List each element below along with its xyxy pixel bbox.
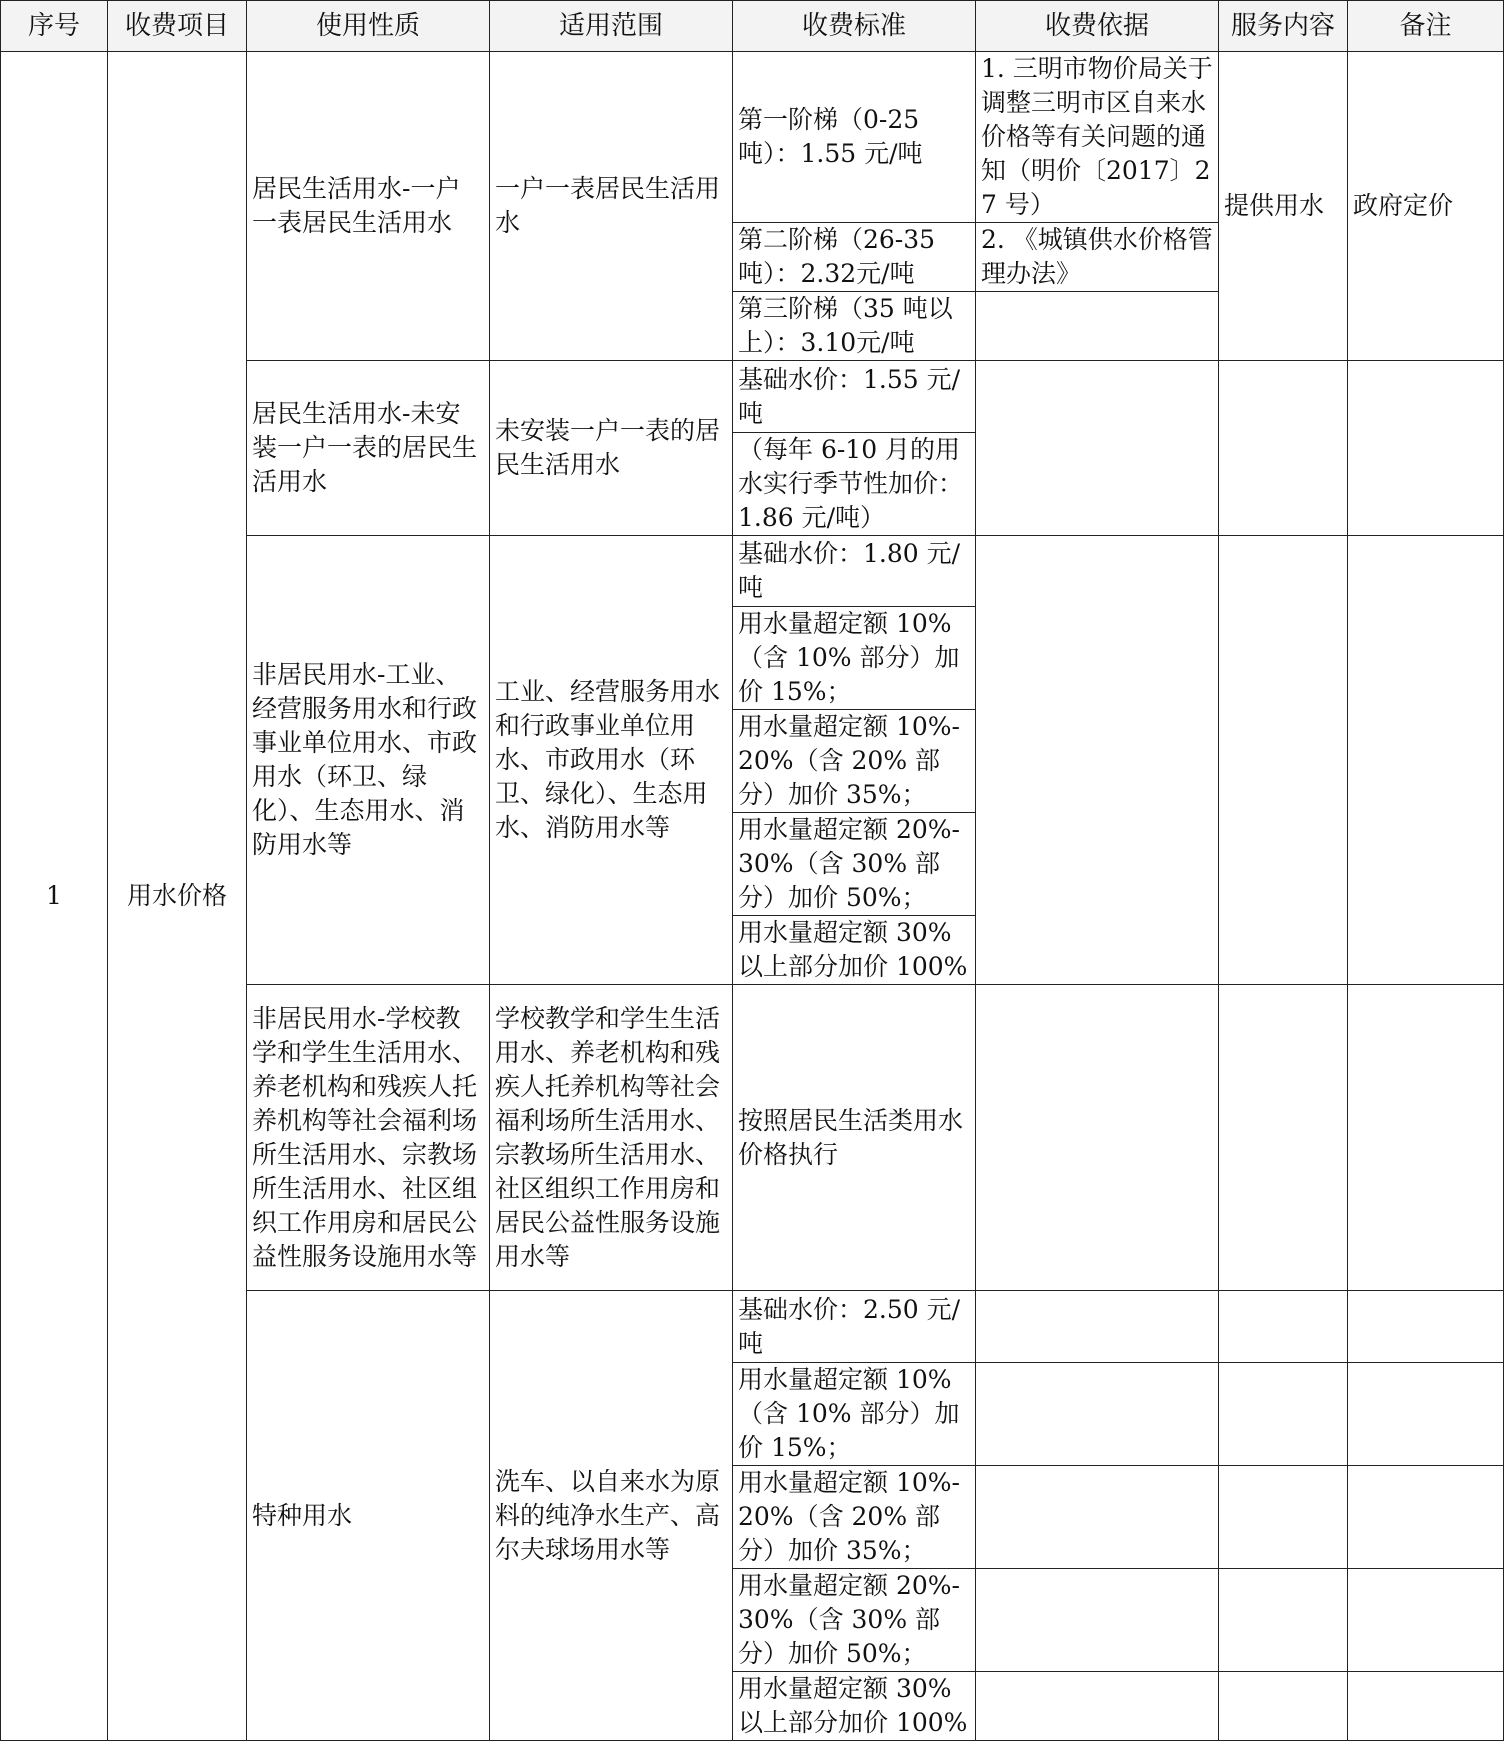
fee-standard: 用水量超定额 30% 以上部分加价 100% [733,916,976,985]
item-number: 1 [1,52,108,1741]
empty-cell [1348,1363,1504,1466]
fee-standard: 第三阶梯（35 吨以上）：3.10元/吨 [733,292,976,361]
fee-standard: 用水量超定额 10%-20%（含 20% 部分）加价 35%； [733,710,976,813]
header-standard: 收费标准 [733,1,976,52]
empty-cell [1219,1363,1348,1466]
empty-cell [976,1569,1219,1672]
header-item: 收费项目 [108,1,247,52]
empty-cell [1219,1672,1348,1741]
table-row [1,52,1504,223]
empty-cell [1348,536,1504,985]
service-content: 提供用水 [1219,52,1348,361]
empty-cell [1348,1672,1504,1741]
item-name: 用水价格 [108,52,247,1741]
applicable-scope: 工业、经营服务用水和行政事业单位用水、市政用水（环卫、绿化）、生态用水、消防用水等 [490,536,733,985]
remark: 政府定价 [1348,52,1504,361]
empty-cell [1348,1569,1504,1672]
usage-nature: 居民生活用水-未安装一户一表的居民生活用水 [247,361,490,536]
empty-cell [976,292,1219,361]
empty-cell [976,985,1219,1291]
usage-nature: 居民生活用水-一户一表居民生活用水 [247,52,490,361]
empty-cell [1348,985,1504,1291]
usage-nature: 非居民用水-工业、经营服务用水和行政事业单位用水、市政用水（环卫、绿化）、生态用水、消防用水等 [247,536,490,985]
fee-standard: 用水量超定额 10%（含 10% 部分）加价 15%； [733,607,976,710]
applicable-scope: 未安装一户一表的居民生活用水 [490,361,733,536]
usage-nature: 非居民用水-学校教学和学生生活用水、养老机构和残疾人托养机构等社会福利场所生活用水、宗教场所生活用水、社区组织工作用房和居民公益性服务设施用水等 [247,985,490,1291]
empty-cell [1219,1466,1348,1569]
fee-standard: 第一阶梯（0-25 吨）：1.55 元/吨 [733,52,976,223]
empty-cell [1219,536,1348,985]
fee-standard: 用水量超定额 10%（含 10% 部分）加价 15%； [733,1363,976,1466]
header-row [1,1,1504,52]
applicable-scope: 一户一表居民生活用水 [490,52,733,361]
empty-cell [1219,985,1348,1291]
fee-basis: 1. 三明市物价局关于调整三明市区自来水价格等有关问题的通知（明价〔2017〕27 号） [976,52,1219,223]
empty-cell [1348,1466,1504,1569]
fee-standard: 按照居民生活类用水价格执行 [733,985,976,1291]
empty-cell [1219,1291,1348,1363]
usage-nature: 特种用水 [247,1291,490,1741]
empty-cell [976,1291,1219,1363]
fee-standard: 用水量超定额 10%-20%（含 20% 部分）加价 35%； [733,1466,976,1569]
empty-cell [976,1363,1219,1466]
empty-cell [976,1466,1219,1569]
header-nature: 使用性质 [247,1,490,52]
empty-cell [1219,361,1348,536]
fee-standard: 基础水价：1.55 元/吨 [733,361,976,433]
fee-basis: 2. 《城镇供水价格管理办法》 [976,223,1219,292]
empty-cell [976,1672,1219,1741]
fee-standard: 第二阶梯（26-35 吨）：2.32元/吨 [733,223,976,292]
fee-standard: 用水量超定额 30% 以上部分加价 100% [733,1672,976,1741]
empty-cell [1348,1291,1504,1363]
header-service: 服务内容 [1219,1,1348,52]
empty-cell [976,536,1219,985]
applicable-scope: 洗车、以自来水为原料的纯净水生产、高尔夫球场用水等 [490,1291,733,1741]
header-basis: 收费依据 [976,1,1219,52]
empty-cell [1219,1569,1348,1672]
header-no: 序号 [1,1,108,52]
fee-standard: （每年 6-10 月的用水实行季节性加价：1.86 元/吨） [733,433,976,536]
header-remark: 备注 [1348,1,1504,52]
fee-standard: 基础水价：2.50 元/吨 [733,1291,976,1363]
fee-standard: 基础水价：1.80 元/吨 [733,536,976,607]
header-scope: 适用范围 [490,1,733,52]
fee-standard: 用水量超定额 20%-30%（含 30% 部分）加价 50%； [733,1569,976,1672]
empty-cell [1348,361,1504,536]
fee-standard: 用水量超定额 20%-30%（含 30% 部分）加价 50%； [733,813,976,916]
applicable-scope: 学校教学和学生生活用水、养老机构和残疾人托养机构等社会福利场所生活用水、宗教场所生活用水、社区组织工作用房和居民公益性服务设施用水等 [490,985,733,1291]
empty-cell [976,361,1219,536]
